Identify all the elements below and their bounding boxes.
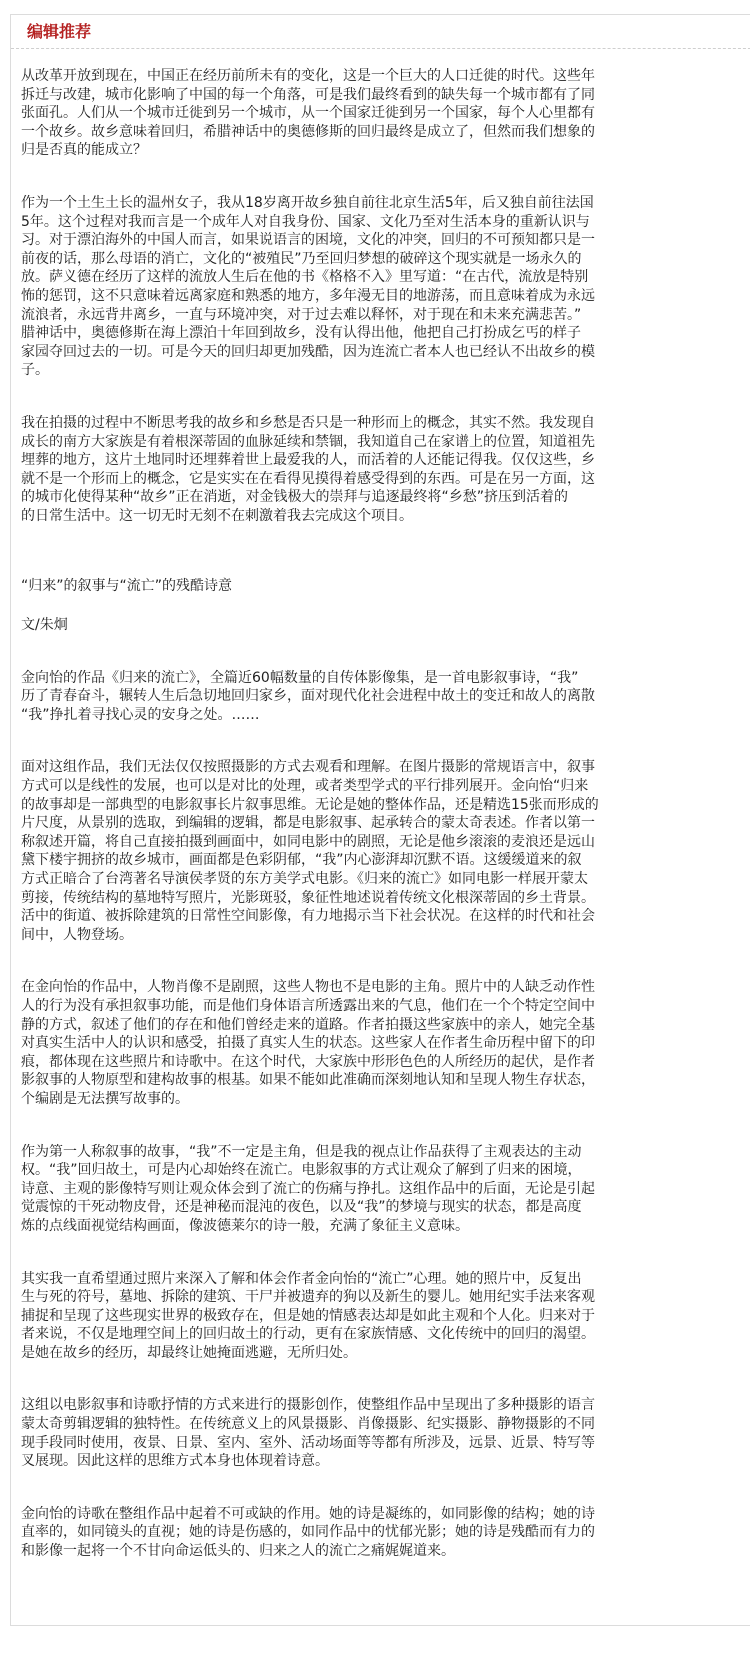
paragraph-narrative: 面对这组作品，我们无法仅仅按照摄影的方式去观看和理解。在图片摄影的常规语言中，叙事 方式可以是线性的发展，也可以是对比的处理，或者类型学式的平行排列展开。金向怡“归来 的故事却是一部典型的电影叙事长片叙事思维。无论是她的整体作品，还是精选15张而形成的 片尺度，从景别的选取，到编辑的逻辑，都是电影叙事、起承转合的蒙太奇表述。作者以第一 称叙述开篇，将自己直接拍摄到画面中，如同电影中的剧照，无论是他乡滚滚的麦浪还是远山 黛下楼宇拥挤的故乡城市，画面都是色彩阴郁，“我”内心澎湃却沉默不语。这缓缓道来的叙 方式正暗合了台湾著名导演侯孝贤的东方美学式电影。《归来的流亡》如同电影一样展开蒙太 剪接，传统结构的墓地特写照片，光影斑驳，象征性地述说着传统文化根深蒂固的乡土背景。 活中的街道、被拆除建筑的日常性空间影像，有力地揭示当下社会状况。在这样的时代和社会 间中，人物登场。 [21, 759, 599, 943]
paragraph-poetry: 金向怡的诗歌在整组作品中起着不可或缺的作用。她的诗是凝练的，如同影像的结构；她的诗 直率的，如同镜头的直视；她的诗是伤感的，如同作品中的忧郁光影；她的诗是残酷而有力的 和影像一起将一个不甘向命运低头的、归来之人的流亡之痛娓娓道来。 [21, 1505, 595, 1560]
paragraph-first-person: 作为第一人称叙事的故事，“我”不一定是主角，但是我的视点让作品获得了主观表达的主动 权。“我”回归故土，可是内心却始终在流亡。电影叙事的方式让观众了解到了归来的困境， 诗意、主观的影像特写则让观众体会到了流亡的伤痛与挣扎。这组作品中的后面，无论是引起 觉震惊的干死动物皮骨，还是神秘而混沌的夜色，以及“我”的梦境与现实的状态，都是高度 炼的点线面视觉结构画面，像波德莱尔的诗一般，充满了象征主义意味。 [21, 1143, 595, 1234]
paragraph-portraits: 在金向怡的作品中，人物肖像不是剧照，这些人物也不是电影的主角。照片中的人缺乏动作性 人的行为没有承担叙事功能，而是他们身体语言所透露出来的气息，他们在一个个特定空间中 静的方式，叙述了他们的存在和他们曾经走来的道路。作者拍摄这些家族中的亲人，她完全基 对真实生活中人的认识和感受，拍摄了真实人生的状态。这些家人在作者生命历程中留下的印 痕，都体现在这些照片和诗歌中。在这个时代，大家族中形形色色的人所经历的起伏，是作者 影叙事的人物原型和建构故事的根基。如果不能如此准确而深刻地认知和呈现人物生存状态， 个编剧是无法撰写故事的。 [21, 979, 595, 1107]
paragraph-exile: 其实我一直希望通过照片来深入了解和体会作者金向怡的“流亡”心理。她的照片中，反复出 生与死的符号，墓地、拆除的建筑、干尸并被遗弃的狗以及新生的婴儿。她用纪实手法来客观 捕捉和呈现了这些现实世界的极致存在，但是她的情感表达却是如此主观和个人化。归来对于 者来说，不仅是地理空间上的回归故土的行动，更有在家族情感、文化传统中的回归的渴望。 是她在故乡的经历，却最终让她掩面逃避，无所归处。 [21, 1270, 595, 1361]
essay-title: “归来”的叙事与“流亡”的残酷诗意 [21, 578, 233, 595]
article-body [21, 67, 750, 1561]
essay-byline: 文/朱炯 [21, 617, 68, 634]
paragraph-summary: 金向怡的作品《归来的流亡》，全篇近60幅数量的自传体影像集，是一首电影叙事诗，“我” 历了青春奋斗，辗转人生后急切地回归家乡，面对现代化社会进程中故土的变迁和故人的离散 “我”挣扎着寻找心灵的安身之处。…… [21, 669, 595, 723]
paragraph-homeland: 我在拍摄的过程中不断思考我的故乡和乡愁是否只是一种形而上的概念，其实不然。我发现自 成长的南方大家族是有着根深蒂固的血脉延续和禁锢，我知道自己在家谱上的位置，知道祖先 埋葬的地方，这片土地同时还埋葬着世上最爱我的人，而活着的人还能记得我。仅仅这些，乡 就不是一个形而上的概念，它是实实在在看得见摸得着感受得到的东西。可是在另一方面，这 的城市化使得某种“故乡”正在消逝，对金钱极大的崇拜与追逐最终将“乡愁”挤压到活着的 的日常生活中。这一切无时无刻不在刺激着我去完成这个项目。 [21, 414, 595, 524]
panel-header [11, 15, 750, 49]
paragraph-intro: 从改革开放到现在，中国正在经历前所未有的变化，这是一个巨大的人口迁徙的时代。这些年 拆迁与改建，城市化影响了中国的每一个角落，可是我们最终看到的缺失每一个城市都有了同 张面孔。人们从一个城市迁徙到另一个城市，从一个国家迁徙到另一个国家，每个人心里都有 一个故乡。故乡意味着回归，希腊神话中的奥德修斯的回归最终是成立了，但然而我们想象的 归是否真的能成立？ [21, 68, 595, 159]
paragraph-language: 这组以电影叙事和诗歌抒情的方式来进行的摄影创作，使整组作品中呈现出了多种摄影的语言 蒙太奇剪辑逻辑的独特性。在传统意义上的风景摄影、肖像摄影、纪实摄影、静物摄影的不同 现手段同时使用，夜景、日景、室内、室外、活动场面等等都有所涉及，远景、近景、特写等 叉展现。因此这样的思维方式本身也体现着诗意。 [21, 1397, 595, 1470]
recommend-panel [10, 14, 750, 1626]
paragraph-author-background: 作为一个土生土长的温州女子，我从18岁离开故乡独自前往北京生活5年，后又独自前往法国 5年。这个过程对我而言是一个成年人对自我身份、国家、文化乃至对生活本身的重新认识与 习。对于漂泊海外的中国人而言，如果说语言的困境，文化的冲突，回归的不可预知都只是一 前夜的话，那么母语的消亡，文化的“被殖民”乃至回归梦想的破碎这个现实就是一场永久的 放。萨义德在经历了这样的流放人生后在他的书《格格不入》里写道：“在古代，流放是特别 怖的惩罚，这不只意味着远离家庭和熟悉的地方，多年漫无目的地游荡，而且意味着成为永远 流浪者，永远背井离乡，一直与环境冲突，对于过去难以释怀，对于现在和未来充满悲苦。” 腊神话中，奥德修斯在海上漂泊十年回到故乡，没有认得出他，他把自己打扮成乞丐的样子 家园夺回过去的一切。可是今天的回归却更加残酷，因为连流亡者本人也已经认不出故乡的模 子。 [21, 194, 595, 379]
section-title: 编辑推荐 [27, 22, 92, 41]
